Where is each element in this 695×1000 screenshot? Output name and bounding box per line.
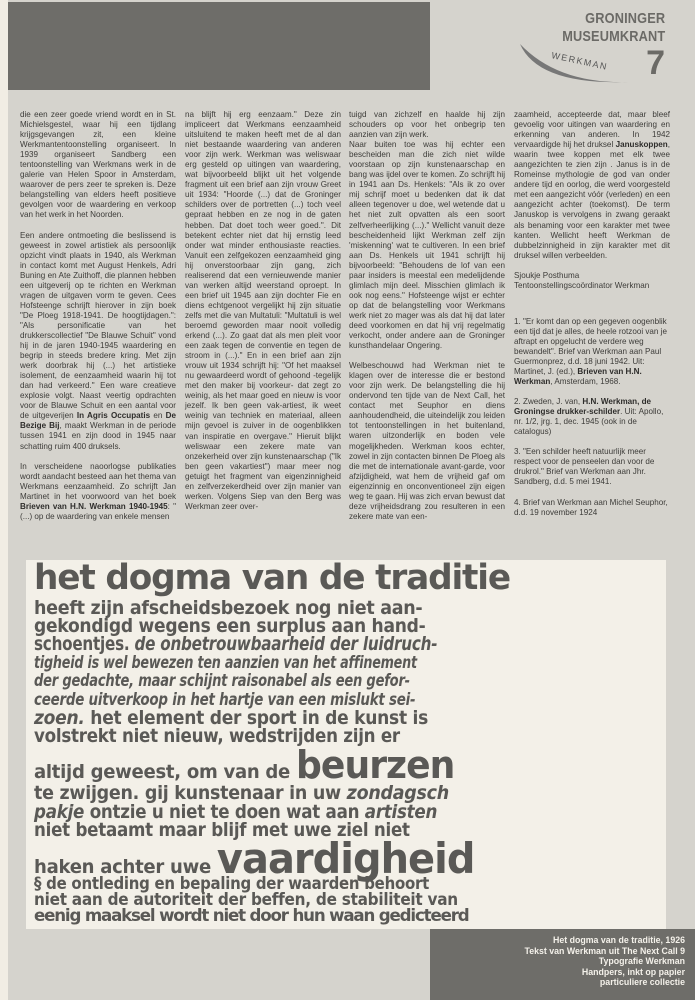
article-column-4 xyxy=(514,110,670,528)
paragraph: Een andere ontmoeting die beslissend is geweest in zowel artistiek als persoonlijk opzicht vindt plaats in 1940, als Werkman in contact komt met August Henkels, Adri Buning en Ate Zuithoff, die plannen hebben een uitgeverij op te richten en Werkman vragen de uitgaven vorm te geven. Cees Hofsteenge schrijft hierover in zijn boek "De Ploeg 1918-1941. De hoogtijdagen.": "Als personificatie van het drukkerscollectief "De Blauwe Schuit" vond hij in de jaren 1940-1945 waardering en begrip in steeds bredere kring. Met zijn werk doorbrak hij (...) het artistieke isolement, de eenzaamheid waarin hij tot dan had verkeerd." Een ware creatieve explosie volgt. Naast veertig opdrachten voor de Blauwe Schuit en een aantal voor de uitgeverijen In Agris Occupatis en De Bezige Bij, maakt Werkman in de periode tussen 1941 en zijn dood in 1945 naar schatting ruim 400 druksels. xyxy=(20,230,176,451)
footnote: 3. "Een schilder heeft natuurlijk meer respect voor de penseelen dan voor de drukrol." Brief van Werkman aan Jhr. Sandberg, d.d. 5 mei 1941. xyxy=(514,447,655,487)
poster-line: volstrekt niet nieuw, wedstrijden zijn er xyxy=(34,725,400,747)
author-signature xyxy=(514,271,670,291)
caption-line: Het dogma van de traditie, 1926 xyxy=(553,935,685,945)
header-dark-block xyxy=(8,2,430,90)
footnote: 4. Brief van Werkman aan Michel Seuphor, d.d. 19 november 1924 xyxy=(514,497,668,517)
footnote: 1. "Er komt dan op een gegeven oogenblik een tijd dat je alles, de heele rotzooi van je aftrapt en opgelucht de verdere weg bewandelt". Brief van Werkman aan Paul Guermonprez, d.d. 18 juni 1942. Uit: Martinet, J. (ed.), Brieven van H.N. Werkman, Amsterdam, 1968. xyxy=(514,316,667,387)
artwork-caption xyxy=(524,935,685,988)
paragraph: die een zeer goede vriend wordt en in St. Michielsgestel, waar hij een tijdlang krijgsgevangen zit, een kleine Werkmantentoonstelling organiseert. In 1939 organiseert Sandberg een tentoonstelling van Werkmans werk in de galerie van Helen Spoor in Amsterdam, waarover de pers zeer te spreken is. Deze belangstelling van elders heeft positieve gevolgen voor de waardering en verkoop van het werk in het Noorden. xyxy=(20,110,176,220)
poster-line: zoen. het element der sport in de kunst is xyxy=(34,707,429,729)
poster-line: niet betaamt maar blijf met uwe ziel niet xyxy=(34,819,410,841)
article-column-2 xyxy=(185,110,341,512)
author-role: Tentoonstellingscoördinator Werkman xyxy=(514,280,650,290)
caption-line: Tekst van Werkman uit The Next Call 9 xyxy=(524,945,685,956)
paragraph: tuigd van zichzelf en haalde hij zijn schouders op voor het onbegrip ten aanzien van zijn werk. xyxy=(349,110,505,140)
werkman-logo-text: WERKMAN xyxy=(550,50,609,72)
book-title: Brieven van H.N. Werkman 1940-1945 xyxy=(20,501,168,511)
poster-line: tigheid is wel bewezen ten aanzien van het affinement xyxy=(34,653,417,673)
caption-line: particuliere collectie xyxy=(599,977,685,988)
poster-line: pakje ontzie u niet te doen wat aan artisten xyxy=(34,801,438,823)
typographic-poster xyxy=(26,560,666,929)
poster-line: ceerde uitverkoop in het hartje van een mislukt sei- xyxy=(34,690,416,710)
poster-line: haken achter uwe vaardigheid xyxy=(34,834,475,883)
author-name: Sjoukje Posthuma xyxy=(514,270,580,280)
poster-line: heeft zijn afscheidsbezoek nog niet aan- xyxy=(34,597,423,619)
article-column-1 xyxy=(20,110,176,532)
poster-line: § de ontleding en bepaling der waarden behoort xyxy=(34,874,429,894)
paragraph: Naar buiten toe was hij echter een bescheiden man die zich niet wilde voorstaan op zijn kunstenaarschap en bang was ijdel over te komen. Zo schrijft hij in 1941 aan Ds. Henkels: "Als ik zo over mij schrijf moet u bedenken dat ik dat alleen tegenover u doe, wel wetende dat u het niet zult opvatten als een soort zelfverheerlijking (...)." Wellicht vanuit deze bescheidenheid lijkt Werkman zelf zijn 'miskenning' wat te cultiveren. In een brief aan Ds. Henkels uit 1941 schrijft hij bijvoorbeeld: "Behoudens de lof van een paar insiders is meestal een medelijdende glimlach mijn deel. Misschien glimlach ik ook nog eens." Hofsteenge wijst er echter op dat de belangstelling voor Werkmans werk niet zo mager was als dat hij dat later deed voorkomen en dat hij vrij regelmatig verkocht, onder andere aan de Groninger kunsthandelaar Ongering. xyxy=(349,140,505,351)
masthead-title-line1: GRONINGER xyxy=(584,10,665,27)
paragraph: Welbeschouwd had Werkman niet te klagen over de interesse die er bestond voor zijn werk. De belangstelling die hij ondervond ten tijde van de Next Call, het contact met Seuphor en diens aanhoudendheid, die uiteindelijk zou leiden tot tentoonstellingen in het buitenland, waren uitzonderlijk en boden vele mogelijkheden. Werkman koos echter, zowel in zijn contacten binnen De Ploeg als die met de internationale avant-garde, voor afzijdigheid, wat hem de vrijheid gaf om eigenzinnig en onconventioneel zijn eigen weg te gaan. Hij was zich ervan bewust dat deze vrijheidsdrang zou resulteren in een zekere mate van een- xyxy=(349,361,505,521)
publisher-name: In Agris Occupatis xyxy=(76,411,151,421)
masthead-title-line2: MUSEUMKRANT xyxy=(561,28,665,45)
artwork-title: Januskoppen xyxy=(615,140,668,150)
poster-line: het dogma van de traditie xyxy=(34,560,510,598)
caption-line: Handpers, inkt op papier xyxy=(581,966,685,977)
poster-line: der gedachte, maar schijnt raisonabel als een gefor- xyxy=(34,671,410,691)
footnotes xyxy=(514,317,670,518)
article-column-3 xyxy=(349,110,505,532)
masthead xyxy=(438,0,695,100)
issue-number: 7 xyxy=(646,44,665,82)
poster-line: niet aan de autoriteit der beffen, de stabiliteit van xyxy=(34,890,458,910)
poster-line: te zwijgen. gij kunstenaar in uw zondagsch xyxy=(34,782,449,804)
caption-box xyxy=(430,929,695,1000)
paragraph: na blijft hij erg eenzaam." Deze zin impliceert dat Werkmans eenzaamheid uitsluitend te maken heeft met de al dan niet bestaande waardering van anderen voor zijn werk. Werkman was weliswaar erg gesteld op uitingen van waardering, wat bijvoorbeeld blijkt uit het volgende fragment uit een brief aan zijn vrouw Greet uit 1934: "Hoorde (...) dat de Groninger schilders over de portretten (...) toch veel gepraat hebben en ze nog in de gaten hebben. Dat doet toch weer goed.". Dit betekent echter niet dat hij ernstig leed onder wat minder enthousiaste reacties. Vanuit een zelfgekozen eenzaamheid ging hij onverstoorbaar zijn gang, zich realiserend dat een vernieuwende manier van werken altijd weerstand oproept. In een brief uit 1945 aan zijn dochter Fie en diens echtgenoot vergelijkt hij zijn situatie zelfs met die van Multatuli: "Multatuli is wel beroemd geworden maar nooit volledig erkend (...). Zo gaat dat als men pleit voor een zaak tegen de conventie en tegen de stroom in (...)." En in een brief aan zijn vrouw uit 1934 schrijft hij: "Of het maaksel nu gewaardeerd wordt of gehoond -tegelijk met den maker bij voorkeur- dat zegt zo weinig, als het maar goed en nieuw is voor jezelf. Ik ben geen vak-artiest, ik weet weinig van techniek en materiaal, alleen mijn gevoel is zuiver in de oogenblikken van inspiratie en overgave." Hieruit blijkt weliswaar een zekere mate van onzekerheid over zijn kunstenaarschap ("Ik ben geen vakartiest") maar meer nog getuigt het fragment van eigenzinnigheid en zelfverzekerdheid over zijn manier van werken. Volgens Siep van den Berg was Werkman zeer over- xyxy=(185,110,341,511)
poster-line: gekondigd wegens een surplus aan hand- xyxy=(34,615,426,637)
paragraph: In verscheidene naoorlogse publikaties wordt aandacht besteed aan het thema van Werkmans eenzaamheid. Zo schrijft Jan Martinet in het voorwoord van het boek Brieven van H.N. Werkman 1940-1945: "(...) op de waardering van enkele mensen xyxy=(20,461,176,521)
paragraph: zaamheid, accepteerde dat, maar bleef gevoelig voor uitingen van waardering en erkenning van anderen. In 1942 vervaardigde hij het druksel Januskoppen, waarin twee koppen met elk twee aangezichten te zien zijn . Janus is in de Romeinse mythologie de god van onder andere tijd en oorlog, die werd voorgesteld met een aangezicht vóór (verleden) en een aangezicht achter (toekomst). De term Januskop is vervolgens in zwang geraakt als benaming voor een karakter met twee kanten. Wellicht heeft Werkman de dubbelzinnigheid in zijn karakter met dit druksel willen verbeelden. xyxy=(514,110,670,260)
caption-line: Typografie Werkman xyxy=(598,956,685,967)
poster-line: altijd geweest, om van de beurzen xyxy=(34,743,455,787)
poster-line: schoentjes. de onbetrouwbaarheid der luidruch- xyxy=(34,633,438,655)
footnote: 2. Zweden, J. van, H.N. Werkman, de Groningse drukker-schilder. Uit: Apollo, nr. 1/2, jrg. 1, dec. 1945 (ook in de catalogus) xyxy=(514,397,664,437)
poster-line: eenig maaksel wordt niet door hun waan gedicteerd xyxy=(34,906,469,926)
publisher-name: De Bezige Bij xyxy=(20,411,176,431)
